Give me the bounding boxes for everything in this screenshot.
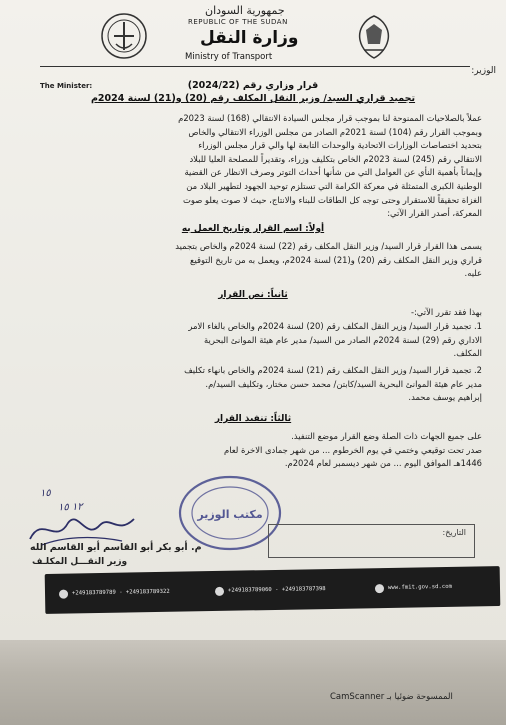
section2-item2-line: إبراهيم يوسف محمد. (408, 392, 482, 403)
section2-heading: ثانياً: نص القرار (218, 290, 288, 300)
decree-number: قرار وزاري رقم (2024/22) (187, 80, 319, 91)
section2-item1 (42, 320, 482, 361)
signatory-title: وزير النقـــل المكلـف (32, 557, 128, 567)
intro-line: الانتقالي رقم (245) لسنة 2023م الخاص بتكليف وزراء، وتقديراً للمصلحة العليا للبلاد (189, 153, 482, 164)
header-republic-arabic: جمهورية السودان (205, 4, 285, 17)
section1-paragraph (42, 240, 482, 281)
footer-contact-bar (45, 566, 501, 614)
camscanner-watermark: الممسوحة ضوئيا بـ CamScanner (330, 692, 453, 702)
handwritten-note: ١٥ (39, 487, 52, 500)
intro-line: بتحديد اختصاصات الوزارات الاتحادية والوحدات التابعة لها والي قرار مجلس الوزراء (198, 140, 482, 151)
ministry-emblem-icon (100, 10, 148, 62)
header-ministry-english: Ministry of Transport (185, 52, 273, 62)
section3-line: على جميع الجهات ذات الصلة وضع القرار موضع التنفيذ. (291, 431, 482, 441)
date-label: التاريخ: (442, 528, 466, 537)
phone-icon (215, 587, 224, 596)
intro-line: وبموجب القرار رقم (104) لسنة 2021م الصادر من مجلس الوزراء الانتقالي والخاص (188, 126, 482, 137)
footer-phone-1: +249183789789 - +249183789322 (71, 588, 170, 597)
phone-icon (59, 590, 68, 599)
globe-icon (375, 584, 384, 593)
intro-line: المعركة، أصدر القرار الآتي: (387, 208, 482, 219)
signatory-name: م. أبو بكر أبو القاسم أبو القاسم الله (30, 542, 202, 553)
section3-heading: ثالثاً: تنفيذ القرار (214, 414, 292, 424)
decree-title: تجميد قراري السيد/ وزير النقل المكلف رقم (20) و(21) لسنة 2024م (90, 93, 416, 104)
intro-line: الغزاة تحقيقاً للاستقرار وحتى توجه كل الطاقات للبناء والانتاج، حيث لا صوت يعلو صوت (183, 194, 482, 205)
minister-label-english: The Minister: (40, 82, 93, 90)
section3-line: 1446هـ الموافق اليوم ... من شهر ديسمبر لعام 2024م. (284, 458, 482, 469)
stamp-label: مكتب الوزير (197, 508, 263, 521)
section1-heading: أولاً: اسم القرار وتاريخ العمل به (181, 224, 325, 234)
minister-label-arabic: الوزير: (471, 66, 496, 76)
section2-intro: بهذا فقد تقرر الآتي:- (410, 307, 482, 317)
section2-item2 (42, 364, 482, 405)
section2-item2-line: مدير عام هيئة الموانئ البحرية السيد/كابتن/ محمد حسن مختار، وتكليف السيد/م. (205, 378, 482, 389)
scan-shadow (0, 640, 506, 725)
section1-line: يسمى هذا القرار قرار السيد/ وزير النقل المكلف رقم (22) لسنة 2024م والخاص بتجميد (175, 241, 482, 251)
section3-paragraph (42, 430, 482, 471)
header-ministry-arabic: وزارة النقل (200, 28, 299, 48)
footer-website: www.fmit.gov.sd.com (387, 583, 453, 591)
section1-line: عليه. (464, 268, 482, 279)
section2-item1-line: 1. تجميد قرار السيد/ وزير النقل المكلف رقم (20) لسنة 2024م والخاص بالغاء الامر (188, 321, 482, 331)
intro-line: وإيماناً بأهمية النأي عن العوامل التي من شأنها أحداث التوتر وصرف الانظار عن القضية (184, 167, 482, 178)
national-emblem-icon (350, 10, 398, 62)
intro-line: عملاً بالصلاحيات الممنوحة لنا بموجب قرار مجلس السيادة الانتقالي (168) لسنة 2023م (178, 113, 482, 123)
intro-line: الوطنية الكبرى المتمثلة في معركة الكرامة التي تستلزم توحيد الجهود لتطهير البلاد من (186, 180, 482, 191)
section2-item1-line: المكلف. (453, 348, 482, 359)
section2-item1-line: الاداري رقم (29) لسنة 2024م الصادر من السيد/ مدير عام هيئة الموانئ البحرية (204, 334, 482, 345)
section3-line: صدر تحت توقيعي وختمي في يوم الخرطوم ... من شهر جمادى الاخرة لعام (224, 444, 482, 455)
footer-phone-2: +249183789060 - +249183787398 (227, 586, 326, 594)
section2-item2-line: 2. تجميد قرار السيد/ وزير النقل المكلف رقم (21) لسنة 2024م والخاص بانهاء تكليف (184, 365, 482, 375)
header-divider (40, 66, 470, 67)
intro-paragraph (42, 112, 482, 221)
handwritten-note: ١٢ ١٥ (57, 501, 83, 514)
date-box (268, 524, 475, 558)
header-republic-english: REPUBLIC OF THE SUDAN (188, 18, 288, 26)
section1-line: قراري وزير النقل المكلف رقم (20) و(21) لسنة 2024م، ويعمل به من تاريخ التوقيع (189, 254, 482, 265)
